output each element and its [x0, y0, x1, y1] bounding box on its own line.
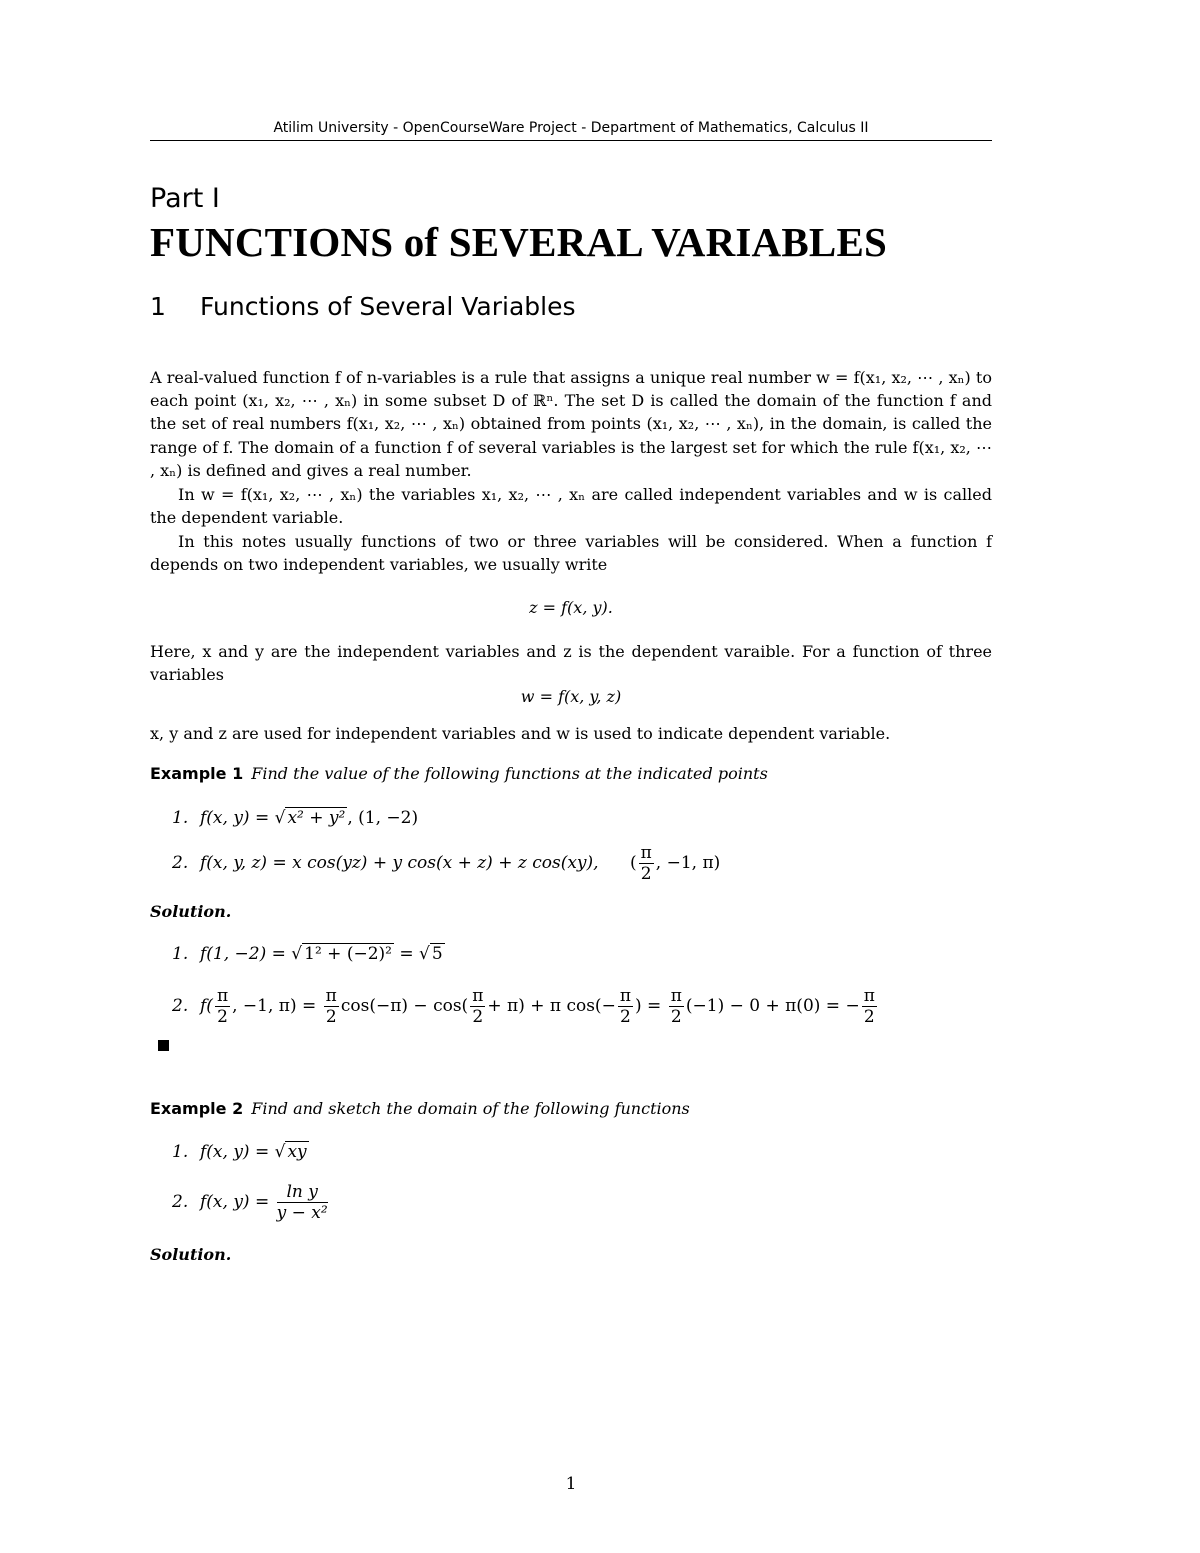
section-title: Functions of Several Variables [200, 292, 576, 321]
function-expr: f(x, y) = [200, 808, 270, 828]
evaluation-point: , −1, π) [655, 853, 721, 873]
header-rule [150, 140, 992, 141]
qed-square-icon [158, 1040, 169, 1051]
paragraph-three-variables: Here, x and y are the independent variables and z is the dependent varaible. For a function of three variables [150, 642, 992, 685]
example-2-label: Example 2 [150, 1099, 244, 1118]
pi-over-2: $\frac{\pi}{2}$ [619, 986, 632, 1027]
running-header: Atilim University - OpenCourseWare Project - Department of Mathematics, Calculus II [273, 120, 869, 136]
example-1-label: Example 1 [150, 764, 244, 783]
item-number: 1. [172, 1142, 189, 1162]
function-expr: f(x, y) = [200, 1192, 270, 1212]
example-2-heading [150, 1099, 690, 1118]
paragraph-variables: In w = f(x₁, x₂, ⋯ , xₙ) the variables x₁, x₂, ⋯ , xₙ are called independent variables and w is called the dependent variable. [150, 485, 992, 528]
lhs: f(1, −2) = [200, 944, 286, 964]
equation-w: w = f(x, y, z) [520, 687, 622, 706]
example-2-item-2 [172, 1182, 330, 1223]
item-number: 2. [172, 1192, 189, 1212]
example-2-prompt: Find and sketch the domain of the following functions [251, 1099, 690, 1118]
radicand: 1² + (−2)² [304, 944, 392, 964]
part-title: FUNCTIONS of SEVERAL VARIABLES [150, 219, 887, 265]
item-number: 2. [172, 853, 189, 873]
part-label: Part I [150, 183, 220, 214]
item-number: 1. [172, 808, 189, 828]
equation-z: z = f(x, y). [529, 598, 613, 617]
item-number: 2. [172, 996, 189, 1016]
example-2-solution-label: Solution. [150, 1245, 232, 1264]
paragraph-definition: A real-valued function f of n-variables is a rule that assigns a unique real number w = f(x₁, x₂, ⋯ , xₙ) to each point (x₁, x₂, ⋯ , xₙ) in some subset D of ℝⁿ. The set D is called the domain of the function f and the set of real numbers f(x₁, x₂, ⋯ , xₙ) obtained from points (x₁, x₂, ⋯ , xₙ), in the domain, is called the range of f. The domain of a function f of several variables is the largest set for which the rule f(x₁, x₂, ⋯ , xₙ) is defined and gives a real number. [150, 368, 992, 480]
function-expr: f(x, y, z) = x cos(yz) + y cos(x + z) + z cos(xy), [200, 853, 599, 873]
radicand: x² + y² [287, 808, 346, 828]
radicand: 5 [431, 944, 443, 964]
pi-over-2: $\frac{\pi}{2}$ [325, 986, 337, 1027]
example-1-solution-label: Solution. [150, 902, 232, 921]
pi-over-2: $\frac{\pi}{2}$ [216, 986, 229, 1027]
paragraph-two-variables: In this notes usually functions of two or three variables will be considered. When a function f depends on two independent variables, we usually write [150, 532, 992, 575]
page-number: 1 [565, 1474, 577, 1494]
paren: ( [629, 853, 637, 873]
solution-1-item-1: 1. f(1, −2) = √ 1² + (−2)² = √ 5 [172, 944, 443, 964]
example-1-prompt: Find the value of the following functions at the indicated points [251, 764, 768, 783]
example-1-heading [150, 764, 768, 783]
radicand: xy [287, 1142, 307, 1162]
pi-over-2: $\frac{\pi}{2}$ [472, 986, 484, 1027]
log-fraction: $\frac{\text{ln y}}{\text{y − x²}}$ [276, 1182, 328, 1223]
item-number: 1. [172, 944, 189, 964]
pi-over-2: $\frac{\pi}{2}$ [670, 986, 682, 1027]
function-expr: f(x, y) = [200, 1142, 270, 1162]
section-heading [150, 292, 576, 321]
evaluation-point: , (1, −2) [347, 808, 419, 828]
pi-over-2: $\frac{\pi}{2}$ [863, 986, 875, 1027]
example-1-item-2 [172, 843, 720, 884]
section-number: 1 [150, 292, 166, 321]
equals: = [399, 944, 414, 964]
paragraph-notation: x, y and z are used for independent variables and w is used to indicate dependent variable. [150, 724, 891, 743]
example-1-item-1: 1. f(x, y) = √ x² + y² , (1, −2) [172, 808, 419, 828]
solution-1-item-2: 2. f( $\frac{\pi}{2}$ , −1, π) = $\frac{\pi}{2}$ cos(−π) − cos( $\frac{\pi}{2}$ + π) + π cos(− $\frac{\pi}{2}$ ) = $\frac{\pi}{2}$ (−1) − 0 + π(0) = − $\frac{\pi}{2}$ [172, 986, 875, 1027]
example-2-item-1: 1. f(x, y) = √ xy [172, 1142, 307, 1162]
pi-over-2: $\frac{\pi}{2}$ [640, 843, 652, 884]
